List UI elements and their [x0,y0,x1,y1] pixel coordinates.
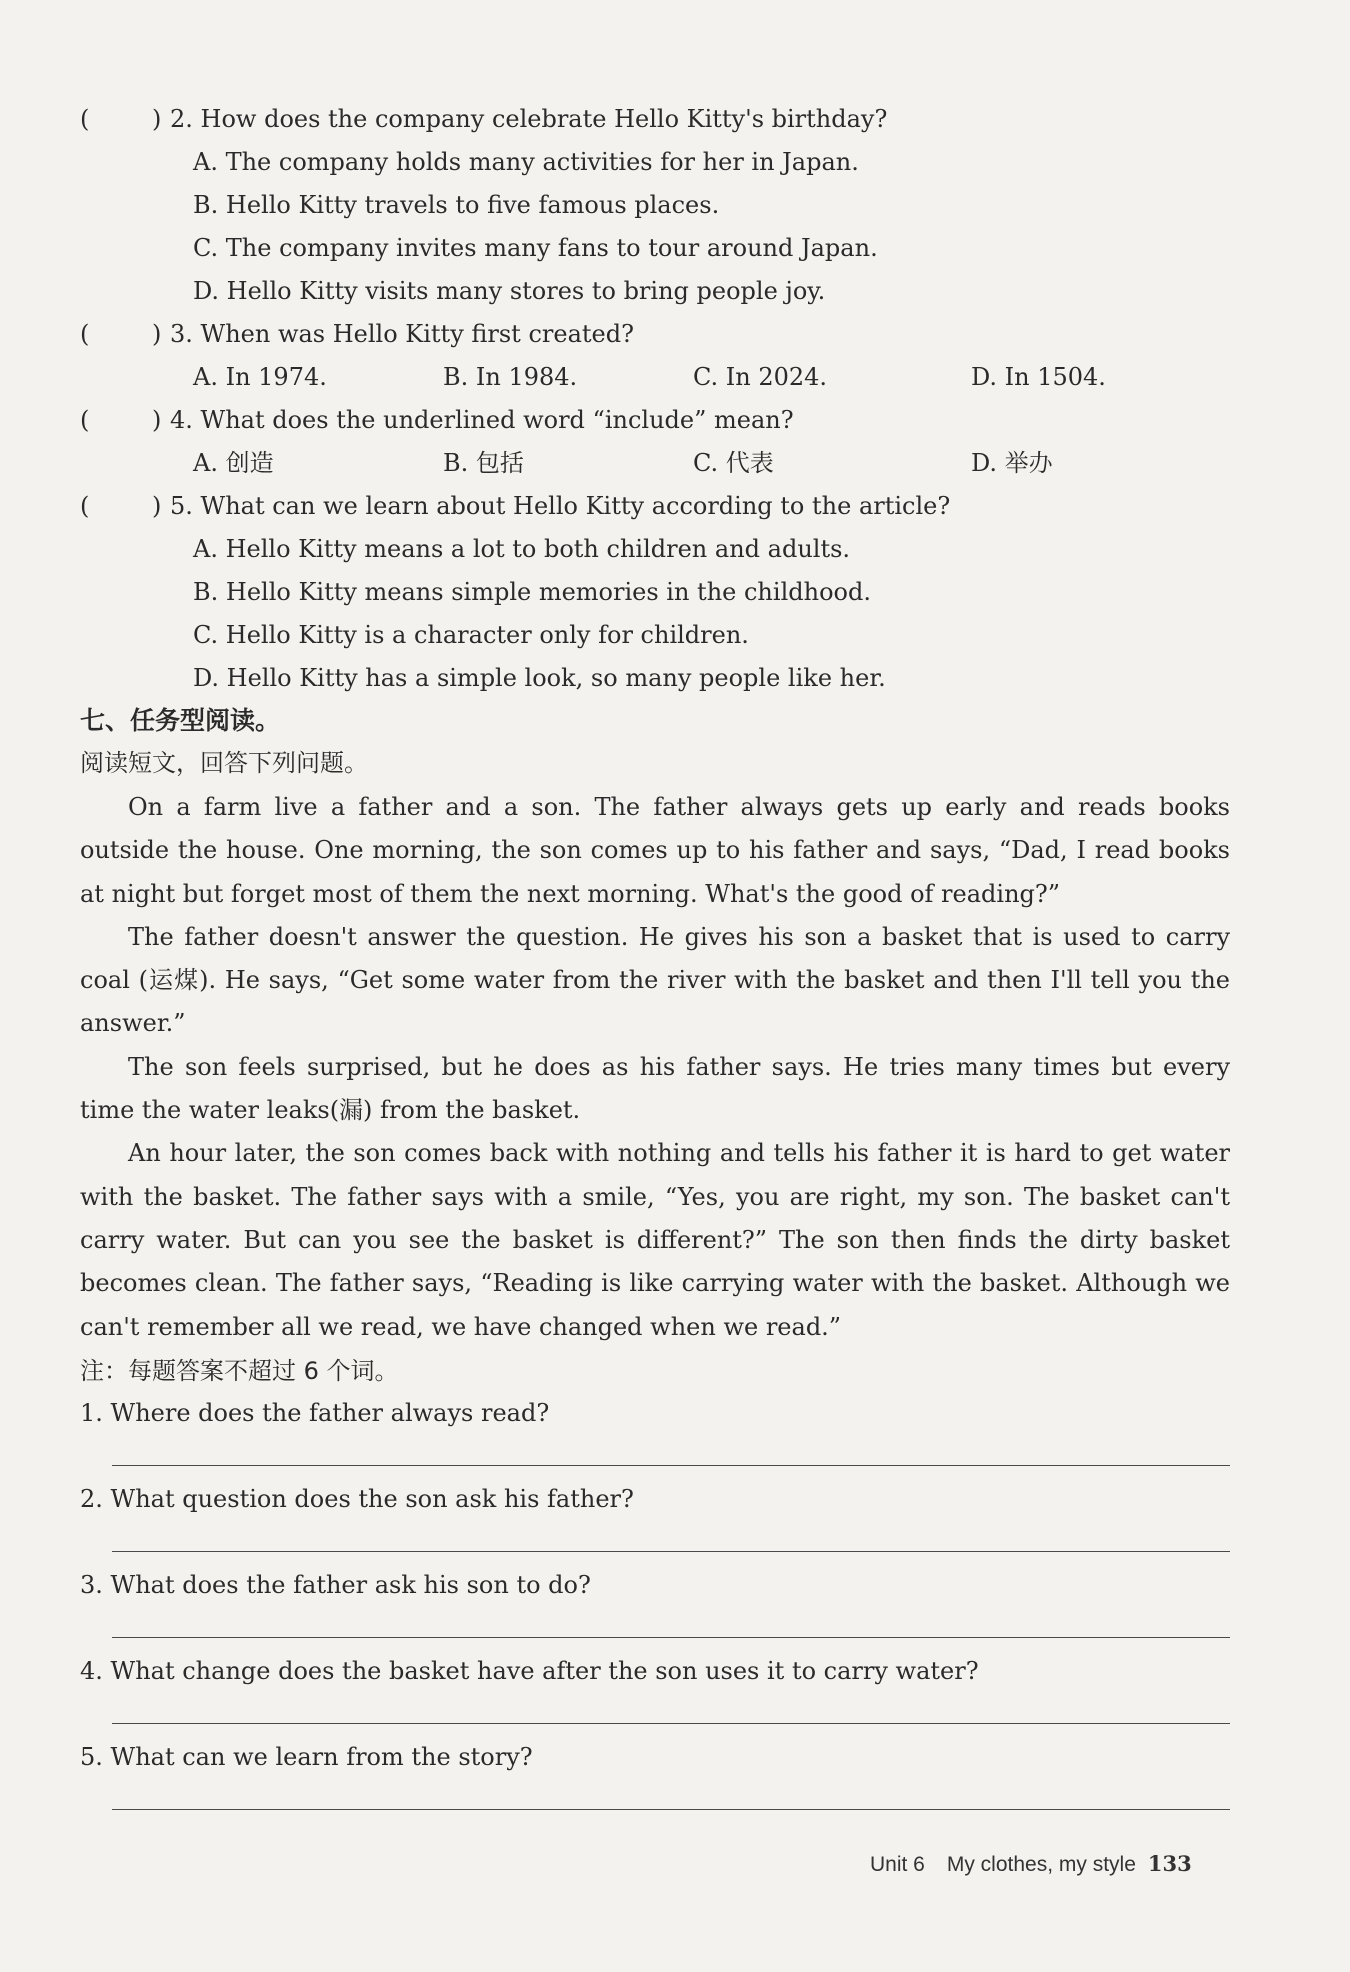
option-b: B. 包括 [443,449,524,477]
option-a: A. In 1974. [193,363,327,391]
option-c: C. Hello Kitty is a character only for children. [193,621,749,649]
passage-paragraph: On a farm live a father and a son. The father always gets up early and reads books outside the house. One morning, the son comes up to his father and says, “Dad, I read books at night but forget most of them the next morning. What's the good of reading?” [80,793,1230,908]
answer-line-3[interactable] [112,1637,1230,1638]
mc-question-4 [80,400,1240,440]
answer-line-4[interactable] [112,1723,1230,1724]
section-title: 七、任务型阅读。 [80,706,281,735]
question-stem: 4. What does the underlined word “include” mean? [170,406,794,434]
answer-paren-right: ) [152,320,162,348]
section-instruction: 阅读短文，回答下列问题。 [80,749,368,777]
footer-title: My clothes, my style [946,1853,1136,1876]
option-a: A. Hello Kitty means a lot to both children and adults. [193,535,851,563]
reading-passage [80,786,1230,1349]
question-stem: 5. What can we learn about Hello Kitty according to the article? [170,492,951,520]
answer-paren-right: ) [152,105,162,133]
mc-question-2 [80,99,1240,139]
option-b: B. In 1984. [443,363,578,391]
short-question-4: 4. What change does the basket have after the son uses it to carry water? [80,1657,979,1685]
answer-line-2[interactable] [112,1551,1230,1552]
mc-question-5 [80,486,1240,526]
option-c: C. In 2024. [693,363,828,391]
option-d: D. Hello Kitty visits many stores to bring people joy. [193,277,826,305]
option-a: A. 创造 [193,449,274,477]
option-row [193,443,1243,483]
short-question-1: 1. Where does the father always read? [80,1399,550,1427]
answer-line-5[interactable] [112,1809,1230,1810]
answer-paren-left: ( [80,105,90,133]
answer-line-1[interactable] [112,1465,1230,1466]
passage-paragraph: An hour later, the son comes back with nothing and tells his father it is hard to get water with the basket. The father says with a smile, “Yes, you are right, my son. The basket can't carry water. But can you see the basket is different?” The son then finds the dirty basket becomes clean. The father says, “Reading is like carrying water with the basket. Although we can't remember all we read, we have changed when we read.” [80,1139,1230,1341]
mc-question-3 [80,314,1240,354]
option-b: B. Hello Kitty travels to five famous places. [193,191,720,219]
short-question-2: 2. What question does the son ask his father? [80,1485,634,1513]
short-question-5: 5. What can we learn from the story? [80,1743,533,1771]
answer-paren-right: ) [152,492,162,520]
option-c: C. The company invites many fans to tour around Japan. [193,234,878,262]
page-footer [870,1848,1192,1881]
option-d: D. In 1504. [971,363,1106,391]
answer-paren-left: ( [80,492,90,520]
answer-note: 注：每题答案不超过 6 个词。 [80,1357,399,1385]
answer-paren-left: ( [80,320,90,348]
option-row [193,357,1243,397]
option-d: D. 举办 [971,449,1053,477]
short-question-3: 3. What does the father ask his son to do? [80,1571,591,1599]
page-number: 133 [1147,1851,1192,1876]
passage-paragraph: The father doesn't answer the question. He gives his son a basket that is used to carry coal (运煤). He says, “Get some water from the river with the basket and then I'll tell you the answer.” [80,922,1230,1038]
question-stem: 2. How does the company celebrate Hello Kitty's birthday? [170,105,888,133]
answer-paren-right: ) [152,406,162,434]
question-stem: 3. When was Hello Kitty first created? [170,320,634,348]
option-b: B. Hello Kitty means simple memories in the childhood. [193,578,871,606]
option-a: A. The company holds many activities for her in Japan. [193,148,859,176]
passage-paragraph: The son feels surprised, but he does as his father says. He tries many times but every time the water leaks(漏) from the basket. [80,1052,1230,1125]
footer-unit: Unit 6 [870,1853,925,1876]
option-d: D. Hello Kitty has a simple look, so many people like her. [193,664,886,692]
answer-paren-left: ( [80,406,90,434]
option-c: C. 代表 [693,449,774,477]
